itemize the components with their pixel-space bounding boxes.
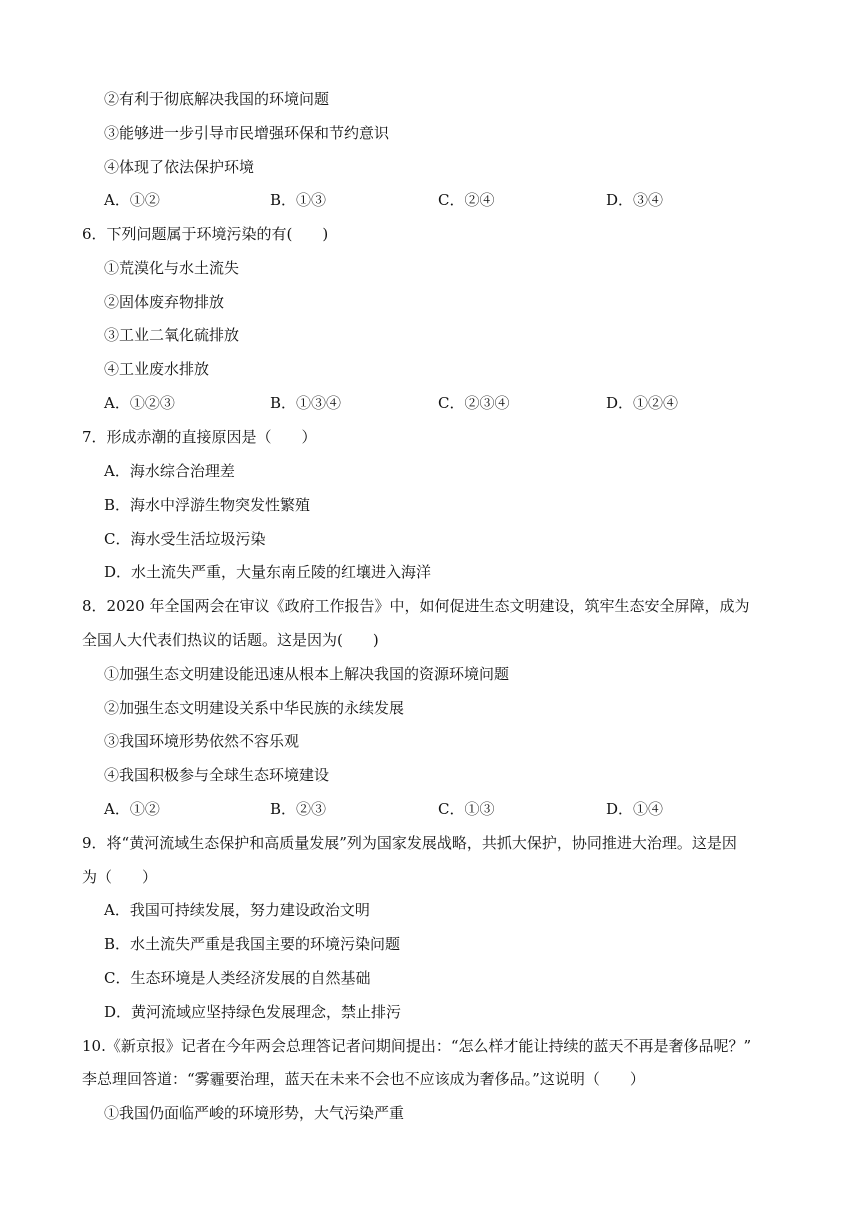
q6-option-d: D．①②④ [606, 394, 679, 412]
q8-option-b: B．②③ [270, 800, 327, 818]
q8-item-4: ④我国积极参与全球生态环境建设 [104, 766, 330, 784]
q9-option-c: C．生态环境是人类经济发展的自然基础 [104, 969, 371, 987]
q6-item-1: ①荒漠化与水土流失 [104, 259, 240, 277]
q8-option-c: C．①③ [438, 800, 495, 818]
q6-item-4: ④工业废水排放 [104, 360, 210, 378]
q8-stem-line2: 全国人大代表们热议的话题。这是因为( ) [82, 631, 379, 649]
q5-option-b: B．①③ [270, 191, 327, 209]
q7-option-c: C．海水受生活垃圾污染 [104, 530, 266, 548]
q10-item-1: ①我国仍面临严峻的环境形势，大气污染严重 [104, 1104, 405, 1122]
q7-stem: 7．形成赤潮的直接原因是（ ） [82, 428, 317, 446]
q9-option-a: A．我国可持续发展，努力建设政治文明 [104, 901, 370, 919]
q7-option-b: B．海水中浮游生物突发性繁殖 [104, 496, 311, 514]
q8-item-3: ③我国环境形势依然不容乐观 [104, 732, 300, 750]
q9-stem-line2: 为（ ） [82, 868, 158, 886]
q9-option-d: D．黄河流域应坚持绿色发展理念，禁止排污 [104, 1003, 402, 1021]
q10-stem-line1: 10.《新京报》记者在今年两会总理答记者问期间提出：“怎么样才能让持续的蓝天不再是奢侈品呢？” [82, 1037, 752, 1055]
q7-option-a: A．海水综合治理差 [104, 462, 235, 480]
q6-item-3: ③工业二氧化硫排放 [104, 326, 240, 344]
q10-stem-line2: 李总理回答道：“雾霾要治理，蓝天在未来不会也不应该成为奢侈品。”这说明（ ） [82, 1070, 645, 1088]
q6-option-b: B．①③④ [270, 394, 342, 412]
q6-option-c: C．②③④ [438, 394, 510, 412]
q6-stem: 6．下列问题属于环境污染的有( ) [82, 225, 329, 243]
q5-option-d: D．③④ [606, 191, 664, 209]
q9-option-b: B．水土流失严重是我国主要的环境污染问题 [104, 935, 401, 953]
q5-option-a: A．①② [104, 191, 160, 209]
q5-option-c: C．②④ [438, 191, 495, 209]
q8-option-d: D．①④ [606, 800, 664, 818]
q9-stem-line1: 9．将“黄河流域生态保护和高质量发展”列为国家发展战略，共抓大保护，协同推进大治理。这是因 [82, 834, 737, 852]
q6-option-a: A．①②③ [104, 394, 175, 412]
q8-item-2: ②加强生态文明建设关系中华民族的永续发展 [104, 699, 405, 717]
q8-option-a: A．①② [104, 800, 160, 818]
q5-item-4: ④体现了依法保护环境 [104, 158, 255, 176]
q5-item-2: ②有利于彻底解决我国的环境问题 [104, 90, 330, 108]
q7-option-d: D．水土流失严重，大量东南丘陵的红壤进入海洋 [104, 563, 432, 581]
q6-item-2: ②固体废弃物排放 [104, 293, 225, 311]
q8-stem-line1: 8．2020 年全国两会在审议《政府工作报告》中，如何促进生态文明建设，筑牢生态安全屏障，成为 [82, 597, 750, 615]
q5-item-3: ③能够进一步引导市民增强环保和节约意识 [104, 124, 390, 142]
q8-item-1: ①加强生态文明建设能迅速从根本上解决我国的资源环境问题 [104, 665, 510, 683]
